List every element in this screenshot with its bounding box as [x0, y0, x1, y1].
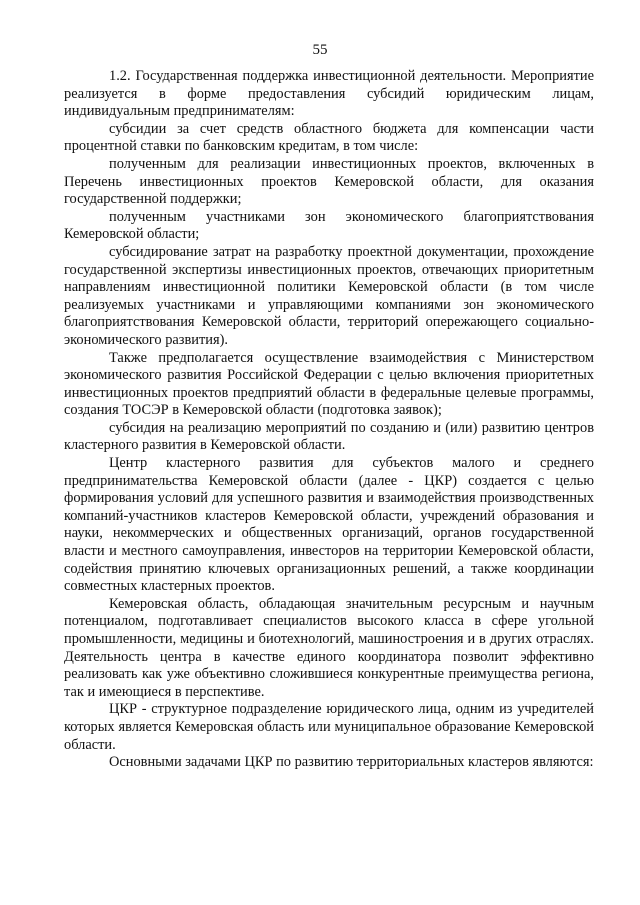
paragraph-cluster-subsidy: субсидия на реализацию мероприятий по созданию и (или) развитию центров кластерного развития в Кемеровской области. [64, 419, 594, 454]
paragraph-interest-subsidies: субсидии за счет средств областного бюджета для компенсации части процентной ставки по банковским кредитам, в том числе: [64, 120, 594, 155]
paragraph-ministry-cooperation: Также предполагается осуществление взаимодействия с Министерством экономического развития Российской Федерации с целью включения приоритетных инвестиционных проектов предприятий области в федеральные целевые программы, создания ТОСЭР в Кемеровской области (подготовка заявок); [64, 349, 594, 419]
page-number: 55 [312, 42, 328, 58]
paragraph-economic-zones: полученным участниками зон экономического благоприятствования Кемеровской области; [64, 208, 594, 243]
paragraph-investment-projects: полученным для реализации инвестиционных проектов, включенных в Перечень инвестиционных проектов Кемеровской области, для оказания государственной поддержки; [64, 155, 594, 208]
paragraph-region-potential: Кемеровская область, обладающая значительным ресурсным и научным потенциалом, подготавливает специалистов высокого класса в сфере угольной промышленности, медицины и биотехнологий, машиностроения и в других отраслях. Деятельность центра в качестве единого координатора позволит эффективно реализовать как уже объективно сложившиеся конкурентные преимущества региона, так и имеющиеся в перспективе. [64, 595, 594, 700]
paragraph-ckr-structure: ЦКР - структурное подразделение юридического лица, одним из учредителей которых является Кемеровская область или муниципальное образование Кемеровской области. [64, 701, 594, 753]
paragraph-state-support: 1.2. Государственная поддержка инвестиционной деятельности. Мероприятие реализуется в форме предоставления субсидий юридическим лицам, индивидуальным предпринимателям: [64, 68, 594, 120]
paragraph-ckr-definition: Центр кластерного развития для субъектов малого и среднего предпринимательства Кемеровской области (далее - ЦКР) создается с целью формирования условий для успешного развития и взаимодействия производственных компаний-участников кластеров Кемеровской области, учреждений образования и науки, некоммерческих и общественных организаций, органов государственной власти и местного самоуправления, инвесторов на территории Кемеровской области, содействия принятию ключевых организационных решений, а также координации совместных кластерных проектов. [64, 455, 594, 595]
page-body [64, 68, 594, 772]
paragraph-ckr-tasks: Основными задачами ЦКР по развитию территориальных кластеров являются: [109, 754, 594, 771]
paragraph-design-costs: субсидирование затрат на разработку проектной документации, прохождение государственной экспертизы инвестиционных проектов, отвечающих приоритетным направлениям инвестиционной политики Кемеровской области (в том числе реализуемых участниками и управляющими компаниями зон экономического благоприятствования Кемеровской области, территорий опережающего социально-экономического развития). [64, 243, 594, 348]
